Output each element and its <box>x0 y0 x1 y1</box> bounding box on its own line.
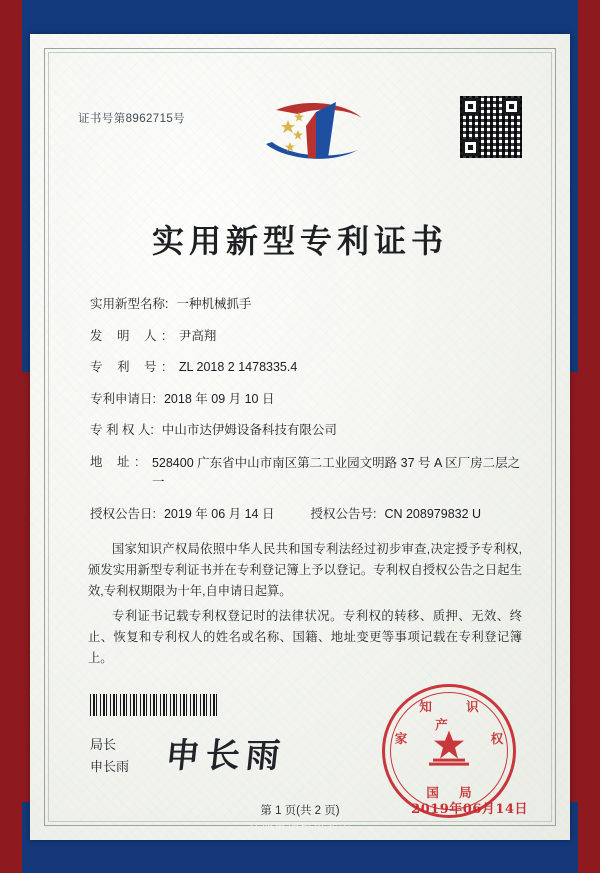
cnipa-emblem-icon <box>258 96 368 168</box>
field-label: 实用新型名称: <box>90 297 169 311</box>
seal-emblem-icon <box>423 729 475 769</box>
grant-number-value: CN 208979832 U <box>384 507 482 521</box>
seal-top-text: 知 识 产 <box>419 699 494 732</box>
director-title-label: 局长 <box>90 737 117 752</box>
field-value: ZL 2018 2 1478335.4 <box>178 360 298 374</box>
grant-date-label: 授权公告日: <box>90 507 156 521</box>
grant-date-value: 2019 年 06 月 14 日 <box>163 507 275 521</box>
field-row-grant-announcement <box>90 506 522 523</box>
paragraph-1: 国家知识产权局依照中华人民共和国专利法经过初步审查,决定授予专利权,颁发实用新型专利证书并在专利登记簿上予以登记。专利权自授权公告之日起生效,专利权期限为十年,自申请日起算。 <box>88 542 522 598</box>
qr-code <box>460 96 522 158</box>
seal-date: 2019年06月14日 <box>411 802 528 817</box>
body-paragraphs <box>88 539 522 673</box>
handwritten-signature: 申长雨 <box>163 736 288 776</box>
field-value: 尹高翔 <box>178 328 217 343</box>
certificate-number: 证书号第8962715号 <box>78 113 186 125</box>
patent-certificate <box>30 34 570 840</box>
field-label: 发 明 人: <box>90 328 171 343</box>
footer-note: 其他事项参见背面 <box>247 822 352 836</box>
field-row-patent-number <box>90 359 522 376</box>
director-signature-labels <box>90 734 129 778</box>
director-name-label: 申长雨 <box>90 759 130 774</box>
seal-left-text: 家 <box>394 731 408 746</box>
field-list <box>90 296 522 538</box>
seal-bottom-text: 国 局 <box>426 785 480 800</box>
field-value: 中山市达伊姆设备科技有限公司 <box>161 423 337 437</box>
field-label: 专 利 权 人: <box>90 423 154 437</box>
page-indicator: 第 1 页(共 2 页) <box>260 805 340 817</box>
field-label: 专利申请日: <box>90 391 156 406</box>
background-band-red-left <box>0 0 22 873</box>
grant-number-label: 授权公告号: <box>310 507 377 521</box>
barcode <box>90 694 220 716</box>
field-value: 一种机械抓手 <box>176 297 252 311</box>
field-label: 专 利 号: <box>90 360 171 374</box>
field-row-address <box>90 454 522 492</box>
seal-right-text: 权 <box>490 731 504 746</box>
page-title: 实用新型专利证书 <box>151 222 448 260</box>
field-row-utility-model-name <box>90 296 522 313</box>
background-band-red-right <box>578 0 600 873</box>
field-row-application-date <box>90 391 522 408</box>
field-row-patentee <box>90 422 522 439</box>
field-value: 528400 广东省中山市南区第二工业园文明路 37 号 A 区厂房二层之一 <box>151 455 521 489</box>
paragraph-2: 专利证书记载专利权登记时的法律状况。专利权的转移、质押、无效、终止、恢复和专利权人的姓名或名称、国籍、地址变更等事项记载在专利登记簿上。 <box>88 609 522 665</box>
field-label: 地 址: <box>90 454 144 469</box>
field-value: 2018 年 09 月 10 日 <box>163 391 275 406</box>
field-row-inventor <box>90 328 522 345</box>
